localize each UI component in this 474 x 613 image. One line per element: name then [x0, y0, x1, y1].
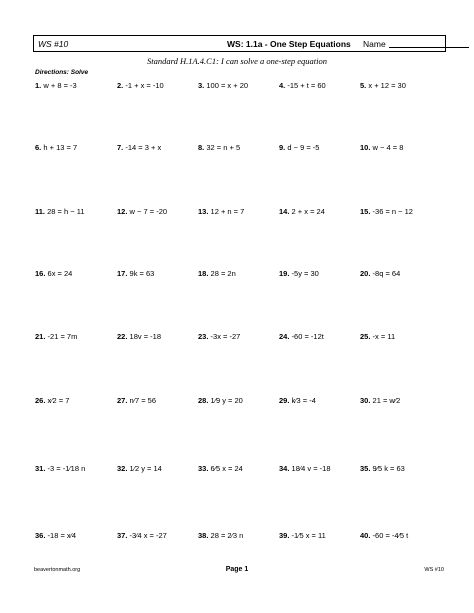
problem-5: [360, 81, 406, 91]
problem-number: 38.: [198, 531, 209, 540]
problem-number: 14.: [279, 207, 290, 216]
problem-number: 30.: [360, 396, 371, 405]
problem-equation: w − 4 = 8: [372, 143, 404, 152]
problem-36: [35, 531, 76, 541]
problem-13: [198, 207, 244, 217]
problem-8: [198, 143, 240, 153]
problem-7: [117, 143, 161, 153]
problem-number: 22.: [117, 332, 128, 341]
problem-14: [279, 207, 325, 217]
problem-equation: -15 + t = 60: [287, 81, 326, 90]
problem-number: 18.: [198, 269, 209, 278]
problem-29: [279, 396, 316, 406]
problem-15: [360, 207, 413, 217]
problem-number: 9.: [279, 143, 286, 152]
problem-6: [35, 143, 77, 153]
problem-number: 13.: [198, 207, 209, 216]
problem-23: [198, 332, 240, 342]
problem-37: [117, 531, 167, 541]
problem-3: [198, 81, 248, 91]
problem-17: [117, 269, 154, 279]
problem-equation: -1 + x = -10: [125, 81, 164, 90]
problem-40: [360, 531, 408, 541]
problem-number: 3.: [198, 81, 205, 90]
problem-16: [35, 269, 72, 279]
problem-equation: -21 = 7m: [47, 332, 78, 341]
problem-number: 12.: [117, 207, 128, 216]
problem-number: 1.: [35, 81, 42, 90]
problem-number: 6.: [35, 143, 42, 152]
problem-18: [198, 269, 236, 279]
problem-number: 11.: [35, 207, 46, 216]
problem-19: [279, 269, 319, 279]
footer-page-number: Page 1: [225, 566, 249, 573]
problem-number: 15.: [360, 207, 371, 216]
problem-equation: 28 = 2n: [210, 269, 236, 278]
problem-number: 10.: [360, 143, 371, 152]
problem-1: [35, 81, 77, 91]
problem-equation: 6⁄5 x = 24: [210, 464, 243, 473]
problem-equation: 1⁄2 y = 14: [129, 464, 162, 473]
problem-number: 20.: [360, 269, 371, 278]
problem-equation: d − 9 = -5: [287, 143, 320, 152]
problem-number: 29.: [279, 396, 290, 405]
problem-21: [35, 332, 77, 342]
problem-31: [35, 464, 85, 474]
problem-equation: -1⁄5 x = 11: [291, 531, 326, 540]
directions-label: Directions: Solve: [35, 69, 89, 76]
problem-equation: 1⁄9 y = 20: [210, 396, 243, 405]
problem-27: [117, 396, 156, 406]
problem-number: 7.: [117, 143, 124, 152]
problem-number: 33.: [198, 464, 209, 473]
problem-equation: 2 + x = 24: [291, 207, 325, 216]
problem-equation: -60 = -4⁄5 t: [372, 531, 409, 540]
problem-number: 16.: [35, 269, 46, 278]
standard-statement: Standard H.1A.4.C1: I can solve a one-step equation: [146, 56, 328, 66]
problem-33: [198, 464, 243, 474]
problem-number: 28.: [198, 396, 209, 405]
problem-10: [360, 143, 403, 153]
problem-equation: h + 13 = 7: [43, 143, 78, 152]
problem-number: 25.: [360, 332, 371, 341]
problem-equation: w + 8 = -3: [43, 81, 77, 90]
problem-equation: 6x = 24: [47, 269, 73, 278]
name-blank-line[interactable]: [389, 47, 469, 48]
problem-number: 26.: [35, 396, 46, 405]
problem-number: 39.: [279, 531, 290, 540]
problem-equation: 9k = 63: [129, 269, 155, 278]
problem-equation: 12 + n = 7: [210, 207, 245, 216]
problem-20: [360, 269, 400, 279]
problem-number: 4.: [279, 81, 286, 90]
problem-equation: -x = 11: [372, 332, 396, 341]
problem-number: 27.: [117, 396, 128, 405]
problem-equation: 21 = w⁄2: [372, 396, 401, 405]
problem-number: 37.: [117, 531, 128, 540]
problem-equation: 18⁄4 v = -18: [291, 464, 331, 473]
footer-worksheet-number: WS #10: [424, 567, 444, 573]
problem-equation: 100 = x + 20: [206, 81, 249, 90]
problem-24: [279, 332, 324, 342]
problem-equation: x⁄2 = 7: [47, 396, 70, 405]
problem-number: 2.: [117, 81, 124, 90]
problem-34: [279, 464, 331, 474]
problem-number: 23.: [198, 332, 209, 341]
worksheet-title: WS: 1.1a - One Step Equations: [227, 39, 351, 49]
problem-equation: -3 = -1⁄18 n: [47, 464, 86, 473]
problem-38: [198, 531, 243, 541]
problem-equation: -18 = x⁄4: [47, 531, 77, 540]
problem-22: [117, 332, 161, 342]
problem-equation: n⁄7 = 56: [129, 396, 157, 405]
problem-25: [360, 332, 395, 342]
problem-number: 36.: [35, 531, 46, 540]
problem-2: [117, 81, 164, 91]
problem-number: 5.: [360, 81, 367, 90]
problem-equation: -3x = -27: [210, 332, 241, 341]
problem-9: [279, 143, 319, 153]
problem-equation: w − 7 = -20: [129, 207, 168, 216]
problem-equation: 9⁄5 k = 63: [372, 464, 405, 473]
problem-number: 40.: [360, 531, 371, 540]
problem-number: 17.: [117, 269, 128, 278]
problem-number: 34.: [279, 464, 290, 473]
problem-equation: 18v = -18: [129, 332, 162, 341]
problem-4: [279, 81, 326, 91]
problem-number: 8.: [198, 143, 205, 152]
problem-equation: 32 = n + 5: [206, 143, 241, 152]
problem-number: 31.: [35, 464, 46, 473]
problem-28: [198, 396, 243, 406]
name-label: Name: [363, 39, 386, 49]
worksheet-number: WS #10: [38, 39, 69, 49]
problem-number: 32.: [117, 464, 128, 473]
problem-39: [279, 531, 326, 541]
problem-equation: x + 12 = 30: [368, 81, 406, 90]
problem-30: [360, 396, 400, 406]
problem-equation: 28 = h − 11: [47, 207, 85, 216]
worksheet-header: [33, 35, 446, 52]
problem-equation: -36 = n − 12: [372, 207, 413, 216]
problem-equation: -60 = -12t: [291, 332, 324, 341]
problem-26: [35, 396, 69, 406]
problem-11: [35, 207, 85, 217]
problem-number: 35.: [360, 464, 371, 473]
problem-equation: -5y = 30: [291, 269, 319, 278]
problem-number: 19.: [279, 269, 290, 278]
problem-equation: -8q = 64: [372, 269, 401, 278]
problem-equation: k⁄3 = -4: [291, 396, 316, 405]
problem-number: 21.: [35, 332, 46, 341]
problem-equation: -3⁄4 x = -27: [129, 531, 167, 540]
problem-12: [117, 207, 167, 217]
problem-35: [360, 464, 405, 474]
problem-32: [117, 464, 162, 474]
problem-equation: -14 = 3 + x: [125, 143, 162, 152]
footer-website: beavertonmath.org: [34, 567, 81, 573]
problem-equation: 28 = 2⁄3 n: [210, 531, 244, 540]
problem-number: 24.: [279, 332, 290, 341]
